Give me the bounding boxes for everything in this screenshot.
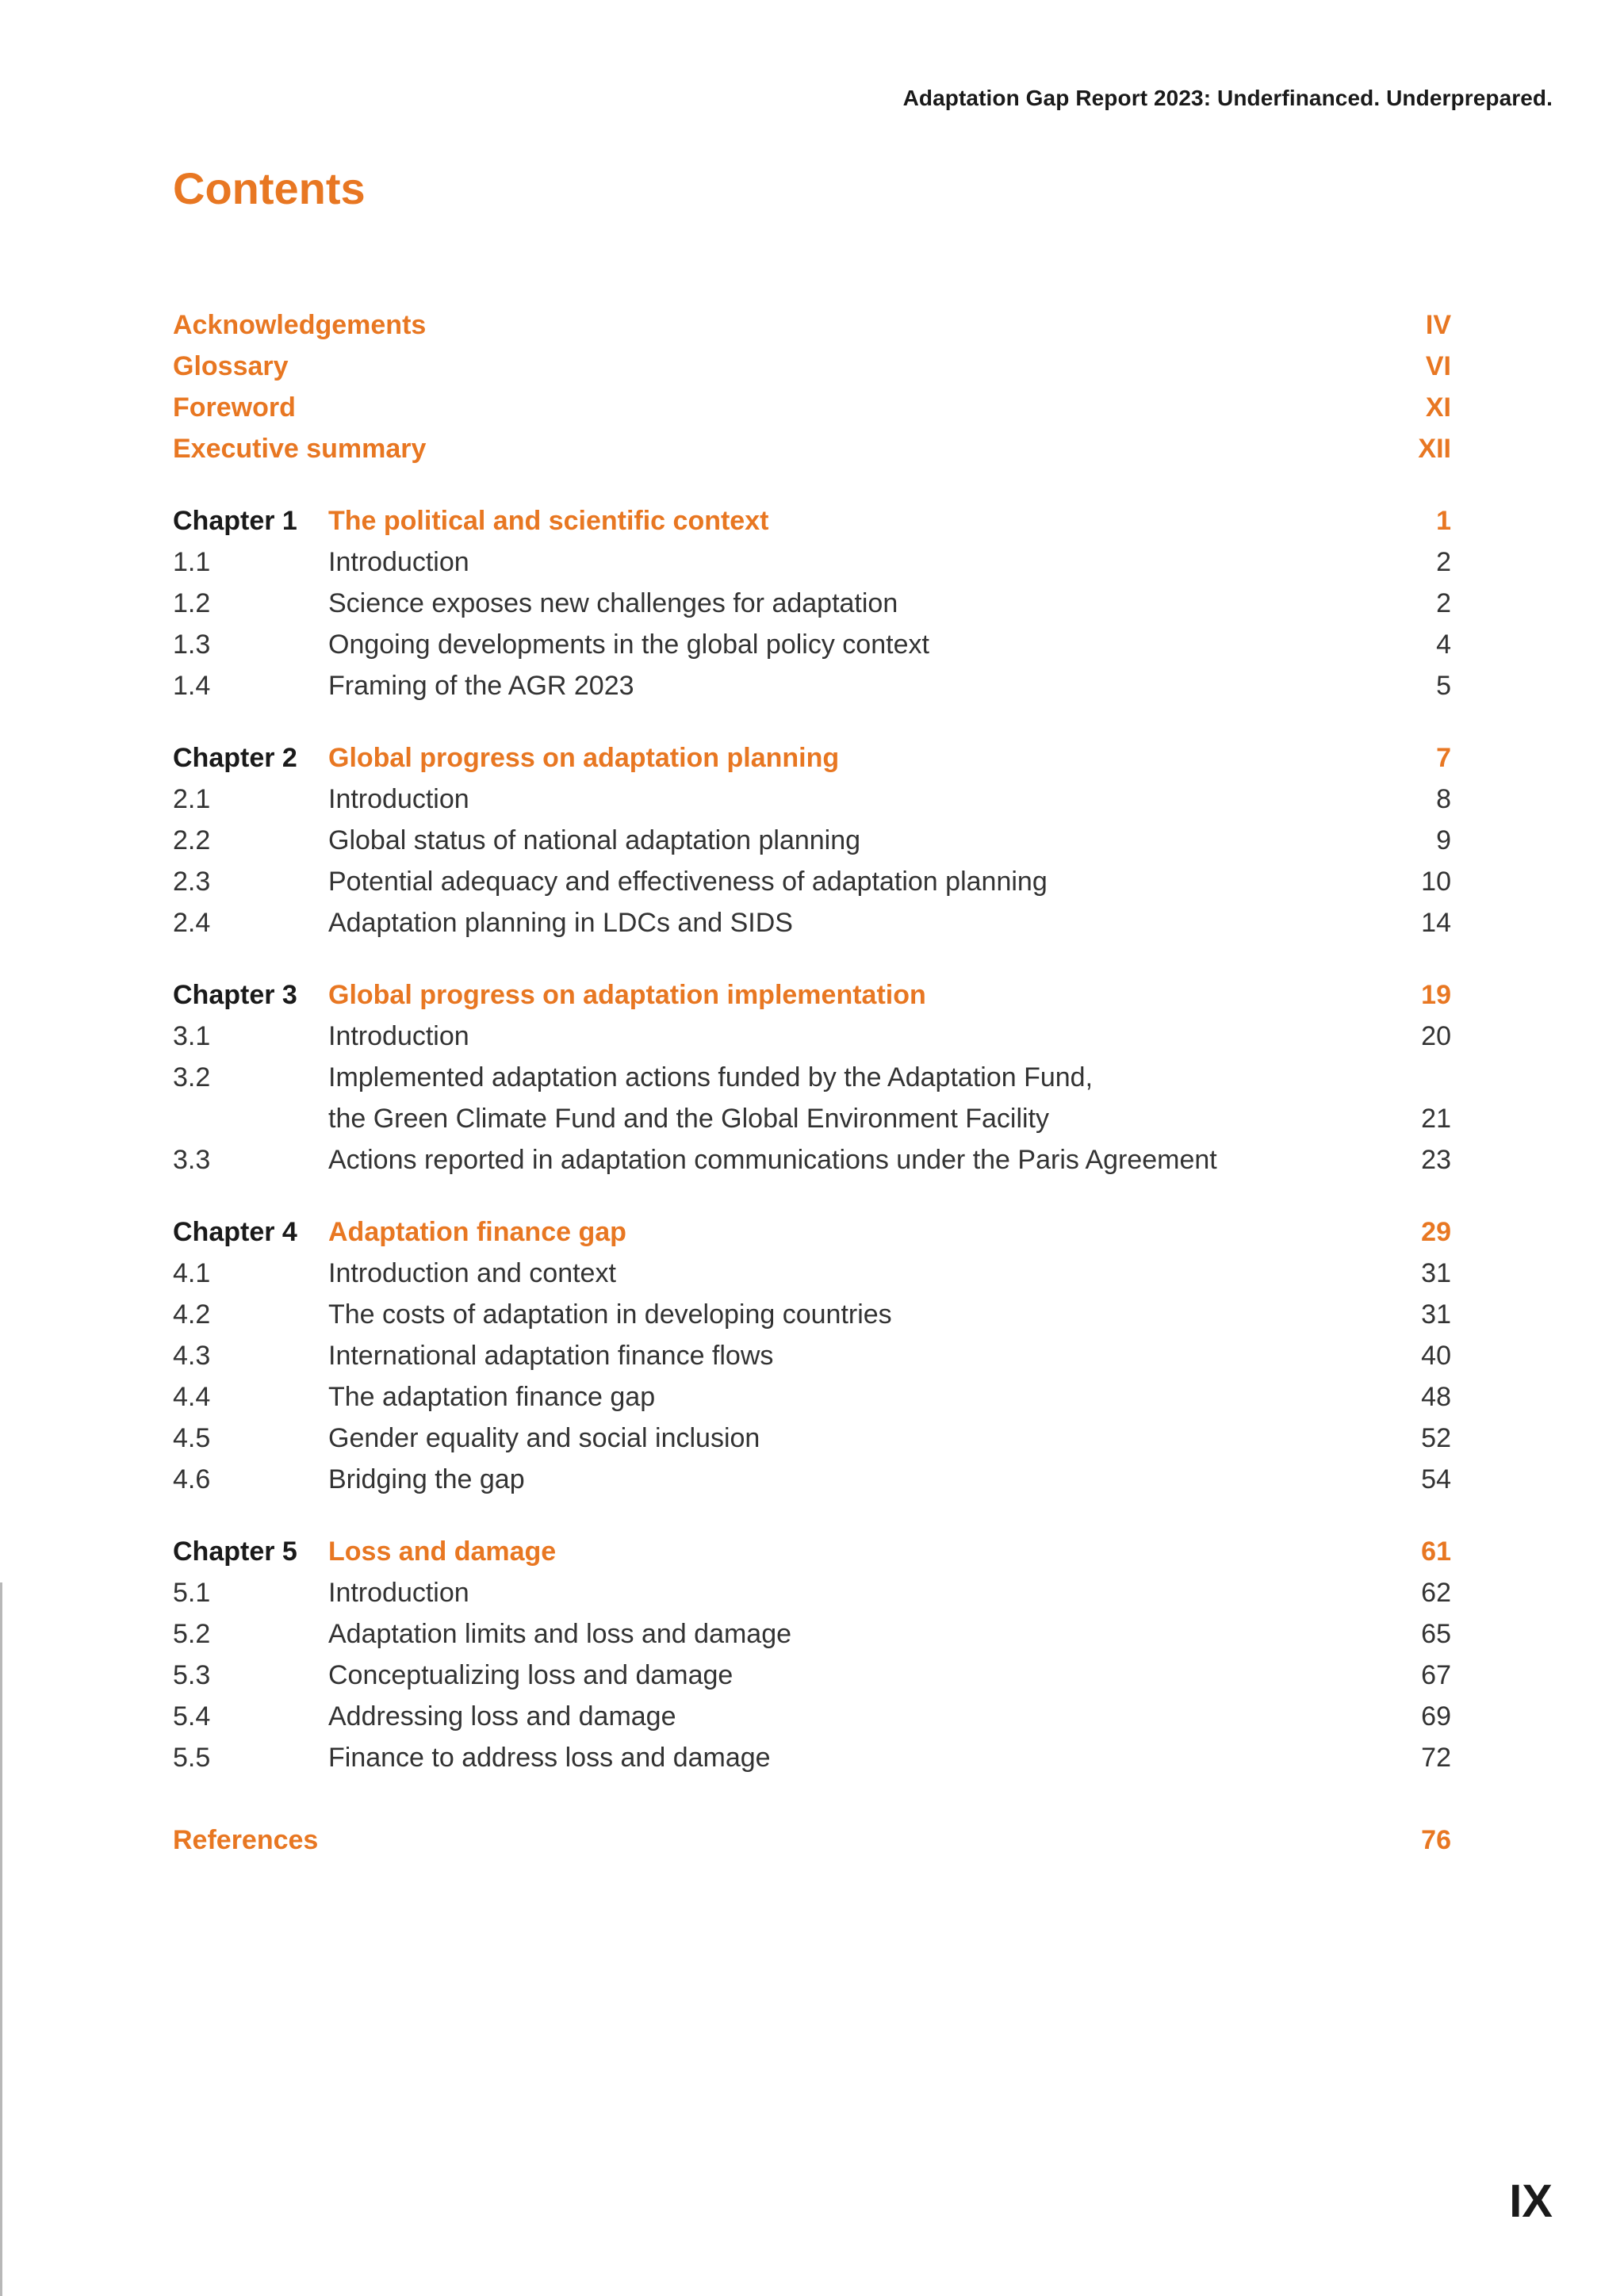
chapter-number: Chapter 2 [173,743,297,773]
toc-entry-label: Foreword [173,392,296,423]
toc-chapter-3[interactable] [173,974,1451,1016]
chapter-number: Chapter 5 [173,1536,297,1567]
toc-chapter-1[interactable] [173,500,1451,541]
toc-section-1-2[interactable] [173,583,1451,624]
section-title: Introduction and context [328,1258,616,1288]
section-number: 3.3 [173,1145,211,1175]
toc-section-1-3[interactable] [173,624,1451,665]
section-number: 2.2 [173,825,211,855]
section-number: 4.5 [173,1423,211,1453]
running-header: Adaptation Gap Report 2023: Underfinanced. Underprepared. [902,86,1553,110]
section-title: Finance to address loss and damage [328,1743,771,1773]
toc-section-2-1[interactable] [173,779,1451,820]
section-number: 5.4 [173,1701,211,1732]
section-title: Bridging the gap [328,1464,525,1494]
toc-entry-page: XII [1418,434,1451,464]
section-page: 31 [1421,1258,1451,1288]
toc-section-3-1[interactable] [173,1016,1451,1057]
section-page: 67 [1421,1660,1451,1690]
toc-entry-page: XI [1425,392,1451,423]
toc-section-3-2[interactable] [173,1057,1451,1098]
chapter-page: 29 [1421,1217,1451,1247]
section-page: 4 [1436,629,1451,660]
section-number: 4.3 [173,1341,211,1371]
chapter-title: Adaptation finance gap [328,1217,626,1247]
toc-chapter-5[interactable] [173,1531,1451,1572]
section-page: 72 [1421,1743,1451,1773]
chapter-number: Chapter 3 [173,980,297,1010]
section-title: Conceptualizing loss and damage [328,1660,733,1690]
section-page: 2 [1436,588,1451,618]
toc-entry-glossary[interactable] [173,346,1451,387]
section-number: 4.4 [173,1382,211,1412]
toc-section-5-5[interactable] [173,1737,1451,1778]
chapter-page: 7 [1436,743,1451,773]
section-page: 54 [1421,1464,1451,1494]
section-page: 14 [1421,908,1451,938]
section-title: Science exposes new challenges for adaptation [328,588,898,618]
toc-section-1-4[interactable] [173,665,1451,706]
section-page: 20 [1421,1021,1451,1051]
toc-section-3-3[interactable] [173,1139,1451,1181]
toc-entry-label: Acknowledgements [173,310,427,340]
section-page: 8 [1436,784,1451,814]
toc-section-2-2[interactable] [173,820,1451,861]
table-of-contents [173,304,1451,1861]
chapter-title: Global progress on adaptation planning [328,743,840,773]
section-title: International adaptation finance flows [328,1341,774,1371]
chapter-page: 19 [1421,980,1451,1010]
chapter-page: 1 [1436,506,1451,536]
toc-section-4-4[interactable] [173,1376,1451,1418]
section-number: 1.2 [173,588,211,618]
section-number: 3.1 [173,1021,211,1051]
section-number: 2.1 [173,784,211,814]
section-number: 5.3 [173,1660,211,1690]
section-page: 2 [1436,547,1451,577]
section-number: 4.2 [173,1299,211,1330]
section-title: The costs of adaptation in developing countries [328,1299,892,1330]
section-title: Potential adequacy and effectiveness of adaptation planning [328,867,1048,897]
section-page: 21 [1421,1104,1451,1134]
section-page: 69 [1421,1701,1451,1732]
section-page: 52 [1421,1423,1451,1453]
toc-entry-references[interactable] [173,1820,1451,1861]
section-title: Ongoing developments in the global policy context [328,629,929,660]
section-page: 23 [1421,1145,1451,1175]
chapter-number: Chapter 1 [173,506,297,536]
section-page: 31 [1421,1299,1451,1330]
section-title: Introduction [328,784,469,814]
toc-entry-acknowledgements[interactable] [173,304,1451,346]
section-title: Introduction [328,1021,469,1051]
toc-section-5-1[interactable] [173,1572,1451,1613]
section-title: Adaptation planning in LDCs and SIDS [328,908,793,938]
section-number: 5.1 [173,1578,211,1608]
page-edge-line [0,1582,2,2296]
section-title: Introduction [328,547,469,577]
section-number: 1.1 [173,547,211,577]
chapter-page: 61 [1421,1536,1451,1567]
toc-section-5-2[interactable] [173,1613,1451,1655]
section-number: 3.2 [173,1062,211,1093]
section-title: Introduction [328,1578,469,1608]
chapter-title: Loss and damage [328,1536,557,1567]
toc-entry-executive-summary[interactable] [173,428,1451,469]
toc-entry-page: IV [1425,310,1451,340]
section-page: 62 [1421,1578,1451,1608]
chapter-number: Chapter 4 [173,1217,297,1247]
toc-section-4-5[interactable] [173,1418,1451,1459]
section-number: 5.2 [173,1619,211,1649]
toc-section-4-3[interactable] [173,1335,1451,1376]
toc-entry-page: VI [1425,351,1451,381]
section-number: 2.3 [173,867,211,897]
toc-entry-label: Glossary [173,351,289,381]
toc-section-5-3[interactable] [173,1655,1451,1696]
chapter-title: The political and scientific context [328,506,769,536]
toc-section-4-6[interactable] [173,1459,1451,1500]
toc-section-2-3[interactable] [173,861,1451,902]
section-page: 9 [1436,825,1451,855]
section-number: 2.4 [173,908,211,938]
toc-chapter-2[interactable] [173,737,1451,779]
toc-entry-foreword[interactable] [173,387,1451,428]
section-title: Framing of the AGR 2023 [328,671,634,701]
section-title: Global status of national adaptation planning [328,825,861,855]
section-title: Implemented adaptation actions funded by the Adaptation Fund, [328,1062,1094,1093]
section-title: The adaptation finance gap [328,1382,656,1412]
section-number: 1.3 [173,629,211,660]
toc-entry-page: 76 [1421,1825,1451,1855]
toc-section-4-1[interactable] [173,1253,1451,1294]
toc-chapter-4[interactable] [173,1211,1451,1253]
toc-entry-label: Executive summary [173,434,427,464]
chapter-title: Global progress on adaptation implementation [328,980,926,1010]
toc-section-1-1[interactable] [173,541,1451,583]
section-title: Adaptation limits and loss and damage [328,1619,792,1649]
section-page: 5 [1436,671,1451,701]
section-page: 65 [1421,1619,1451,1649]
section-page: 40 [1421,1341,1451,1371]
section-number: 4.6 [173,1464,211,1494]
section-number: 4.1 [173,1258,211,1288]
page-title: Contents [173,163,366,213]
page-number: IX [1509,2175,1553,2227]
section-page: 10 [1421,867,1451,897]
section-page: 48 [1421,1382,1451,1412]
toc-section-5-4[interactable] [173,1696,1451,1737]
toc-section-3-2-continued[interactable] [173,1098,1451,1139]
section-title: Addressing loss and damage [328,1701,676,1732]
toc-section-2-4[interactable] [173,902,1451,943]
section-title: Actions reported in adaptation communications under the Paris Agreement [328,1145,1217,1175]
section-title-continued: the Green Climate Fund and the Global Environment Facility [328,1104,1050,1134]
toc-section-4-2[interactable] [173,1294,1451,1335]
section-number: 1.4 [173,671,211,701]
section-title: Gender equality and social inclusion [328,1423,760,1453]
section-number: 5.5 [173,1743,211,1773]
toc-entry-label: References [173,1825,319,1855]
